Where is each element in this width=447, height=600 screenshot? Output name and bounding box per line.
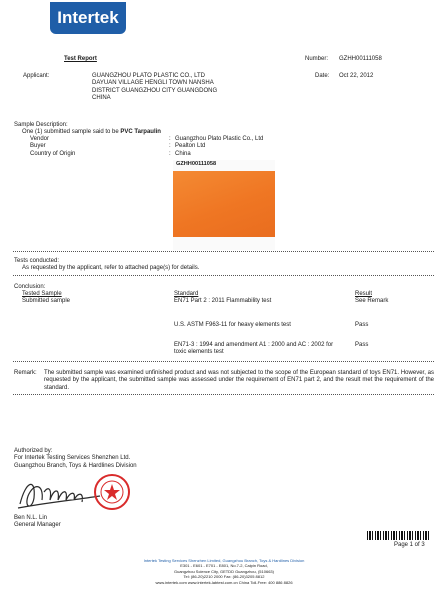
divider (13, 361, 434, 362)
authorizing-division: Guangzhou Branch, Toys & Hardlines Division (14, 462, 137, 469)
footer-line: Tel: (86-20)2210 2000 Fax: (86-20)3205 8812 (183, 574, 265, 580)
sample-field-colons: : : : (169, 136, 171, 157)
report-date-label: Date: (315, 73, 330, 79)
applicant-label: Applicant: (23, 73, 50, 79)
tests-heading: Tests conducted: (14, 258, 60, 264)
footer-line: Guangzhou Science City, GETDD Guangzhou, (510663) (174, 568, 274, 574)
origin-value: China (175, 150, 191, 157)
sample-intro: One (1) submitted sample said to be (22, 129, 119, 135)
report-number-value: GZHH00111058 (339, 56, 382, 62)
conclusion-heading: Conclusion: (14, 284, 46, 290)
table-row (174, 298, 339, 305)
tests-text: As requested by the applicant, refer to attached page(s) for details. (22, 265, 200, 271)
vendor-label: Vendor (30, 136, 50, 142)
applicant-block (92, 73, 217, 103)
sample-photo (173, 171, 275, 237)
result-cell: Pass (355, 342, 369, 348)
buyer-value: Pealton Ltd (175, 143, 206, 150)
standard-cell: U.S. ASTM F963-11 for heavy elements test (174, 322, 291, 328)
divider (13, 394, 434, 395)
signatory-name: Ben N.L. Lin (14, 515, 48, 521)
tested-sample-name: Submitted sample (22, 298, 71, 304)
col-header-sample: Tested Sample (22, 291, 62, 297)
report-title: Test Report (64, 56, 97, 62)
applicant-line: GUANGZHOU PLATO PLASTIC CO., LTD (92, 73, 206, 79)
divider (13, 275, 434, 276)
sample-photo-caption: GZHH00111058 (176, 161, 217, 167)
remark-label: Remark: (14, 370, 37, 376)
col-header-result: Result (355, 291, 373, 297)
col-header-standard: Standard (174, 291, 199, 297)
barcode (367, 531, 429, 540)
logo-text: Intertek (57, 8, 119, 27)
standard-cell: EN71-3 : 1994 and amendment A1 : 2000 and AC : 2002 for toxic elements test (174, 342, 334, 356)
authorized-by: Authorized by: (14, 448, 53, 454)
authorizing-company: For Intertek Testing Services Shenzhen Ltd. (14, 455, 131, 462)
company-seal (92, 472, 132, 512)
footer-line: E301 - E601 - E701 - E801, No.7-2, Caipin Road, (180, 563, 268, 569)
origin-label: Country of Origin (30, 150, 76, 157)
applicant-line: DISTRICT GUANGZHOU CITY GUANGDONG (92, 87, 218, 94)
table-row (174, 342, 346, 357)
sample-field-labels (30, 136, 75, 158)
signatory-block (14, 515, 61, 530)
footer (104, 558, 344, 585)
applicant-line: CHINA (92, 95, 111, 102)
divider (13, 251, 434, 252)
sample-heading: Sample Description: (14, 122, 68, 128)
buyer-label: Buyer (30, 143, 46, 150)
applicant-line: DAYUAN VILLAGE HENGLI TOWN NANSHA (92, 80, 214, 87)
footer-line: www.intertek.com www.intertek-labtest.com.cn China Toll-Free: 400 886 8826 (155, 579, 293, 585)
remark-text: The submitted sample was examined unfinished product and was not subjected to the scope of the European standard of toys EN71. However, as requested by the applicant, the submitted sample was assessed under the requirement of EN71 part 2, and the result met the requirement of the standard. (44, 370, 434, 391)
vendor-value: Guangzhou Plato Plastic Co., Ltd (175, 136, 264, 142)
result-cell: Pass (355, 322, 369, 328)
sample-field-values (175, 136, 263, 158)
result-cell: See Remark (355, 298, 389, 304)
footer-line: Intertek Testing Services Shenzhen Limited, Guangzhou Branch, Toys & Hardlines Division (143, 558, 305, 563)
standard-cell: EN71 Part 2 : 2011 Flammability test (174, 298, 272, 304)
sample-product: PVC Tarpaulin (120, 129, 161, 135)
report-date-value: Oct 22, 2012 (339, 73, 374, 79)
page-number: Page 1 of 3 (394, 542, 425, 548)
intertek-logo (50, 2, 126, 34)
table-row (174, 322, 344, 329)
report-number-label: Number: (305, 56, 329, 62)
signatory-title: General Manager (14, 522, 61, 529)
authorization-block (14, 448, 137, 470)
